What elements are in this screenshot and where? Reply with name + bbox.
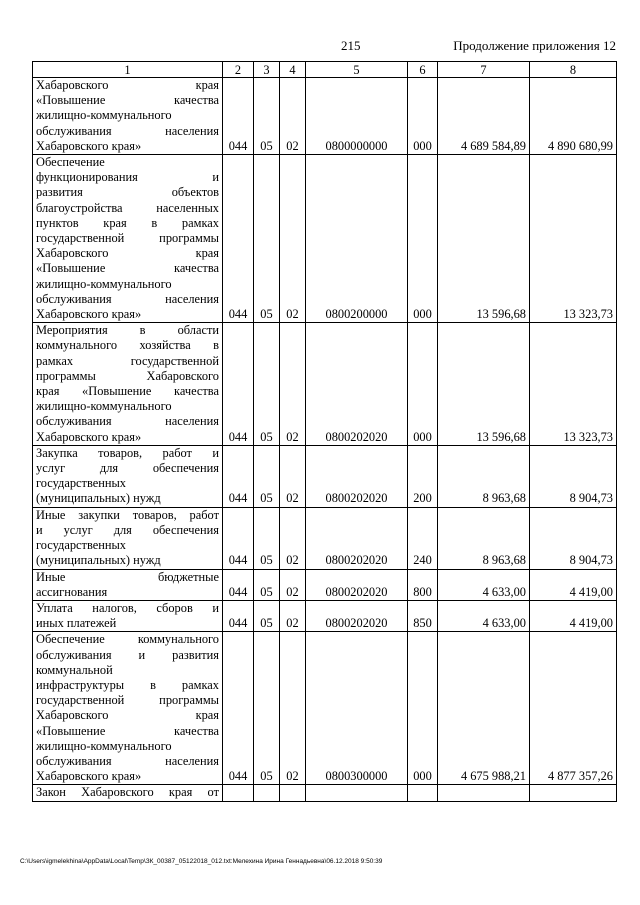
- col-8-amount: 4 890 680,99: [530, 78, 617, 155]
- col-7-amount: 4 689 584,89: [438, 78, 530, 155]
- col-5-target-article: 0800000000: [306, 78, 408, 155]
- col-4-subsection: 02: [280, 632, 306, 785]
- description-line: государственных: [36, 476, 127, 491]
- col-3-section: 05: [254, 569, 280, 600]
- col-6-expense-type: 000: [408, 78, 438, 155]
- col-2-code: 044: [223, 78, 254, 155]
- description-line: Обеспечение коммунального: [36, 632, 219, 647]
- col-5-target-article: 0800202020: [306, 600, 408, 631]
- description-line: пунктов края в рамках: [36, 215, 219, 230]
- col-6-expense-type: 800: [408, 569, 438, 600]
- table-row-cut: [33, 785, 617, 801]
- col-5-target-article: 0800300000: [306, 632, 408, 785]
- col-2-code: 044: [223, 600, 254, 631]
- col-3-section: 05: [254, 632, 280, 785]
- col-6-expense-type: 000: [408, 323, 438, 446]
- description-last-line: ассигнования: [36, 584, 108, 599]
- table-row: [33, 445, 617, 507]
- description-line: государственной программы: [36, 231, 219, 246]
- col-8-amount: 13 323,73: [530, 323, 617, 446]
- table-row: [33, 507, 617, 569]
- col-4-subsection: 02: [280, 507, 306, 569]
- row-description: [33, 632, 223, 785]
- table-row: [33, 569, 617, 600]
- description-line: «Повышение качества: [36, 723, 219, 738]
- col-6-expense-type: 240: [408, 507, 438, 569]
- col-6-expense-type: 850: [408, 600, 438, 631]
- col-8-amount: 8 904,73: [530, 445, 617, 507]
- budget-table: [32, 61, 617, 802]
- description-line: государственной программы: [36, 693, 219, 708]
- description-line: Хабаровского края: [36, 708, 219, 723]
- footer-path: C:\Users\igmelekhina\AppData\Local\Temp\ЗК_00387_05122018_012.txt:Мелехина Ирина Геннадьевна\06.12.2018 9:50:39: [20, 858, 383, 865]
- col-4-subsection: 02: [280, 78, 306, 155]
- table-row: [33, 600, 617, 631]
- col-8-amount: 8 904,73: [530, 507, 617, 569]
- description-last-line: (муниципальных) нужд: [36, 553, 161, 568]
- col-7-amount: 13 596,68: [438, 323, 530, 446]
- col-6-expense-type: 200: [408, 445, 438, 507]
- empty-cell: [530, 785, 617, 801]
- column-header-5: 5: [306, 62, 408, 78]
- description-line: программы Хабаровского: [36, 368, 219, 383]
- description-line: Хабаровского края: [36, 78, 219, 92]
- row-description: [33, 600, 223, 631]
- description-line: Обеспечение: [36, 155, 105, 170]
- description-line: обслуживания населения: [36, 414, 219, 429]
- col-8-amount: 4 419,00: [530, 569, 617, 600]
- description-line: государственных: [36, 538, 127, 553]
- description-line: благоустройства населенных: [36, 200, 219, 215]
- description-last-line: Хабаровского края»: [36, 429, 142, 444]
- empty-cell: [254, 785, 280, 801]
- col-7-amount: 13 596,68: [438, 155, 530, 323]
- description-line: рамках государственной: [36, 353, 219, 368]
- description-line: Иные бюджетные: [36, 569, 219, 584]
- description-last-line: Хабаровского края»: [36, 769, 142, 784]
- col-4-subsection: 02: [280, 445, 306, 507]
- col-7-amount: 8 963,68: [438, 507, 530, 569]
- description-last-line: Хабаровского края»: [36, 138, 142, 153]
- col-3-section: 05: [254, 445, 280, 507]
- col-8-amount: 4 877 357,26: [530, 632, 617, 785]
- col-6-expense-type: 000: [408, 155, 438, 323]
- description-line: коммунального хозяйства в: [36, 338, 219, 353]
- description-line: и услуг для обеспечения: [36, 522, 219, 537]
- description-line: коммунальной: [36, 662, 113, 677]
- empty-cell: [408, 785, 438, 801]
- column-header-8: 8: [530, 62, 617, 78]
- column-header-4: 4: [280, 62, 306, 78]
- description-line: жилищно-коммунального: [36, 399, 172, 414]
- description-line: обслуживания населения: [36, 123, 219, 138]
- description-line: функционирования и: [36, 170, 219, 185]
- appendix-note: Продолжение приложения 12: [453, 38, 616, 53]
- col-4-subsection: 02: [280, 323, 306, 446]
- col-7-amount: 4 675 988,21: [438, 632, 530, 785]
- empty-cell: [223, 785, 254, 801]
- table-row: [33, 632, 617, 785]
- description-line: услуг для обеспечения: [36, 461, 219, 476]
- description-line: Уплата налогов, сборов и: [36, 600, 219, 615]
- col-7-amount: 4 633,00: [438, 569, 530, 600]
- row-description: [33, 323, 223, 446]
- col-2-code: 044: [223, 569, 254, 600]
- description-line: «Повышение качества: [36, 261, 219, 276]
- description-line: обслуживания населения: [36, 753, 219, 768]
- description-line: инфраструктуры в рамках: [36, 677, 219, 692]
- header-row: [33, 62, 617, 78]
- description-line: жилищно-коммунального: [36, 738, 172, 753]
- empty-cell: [280, 785, 306, 801]
- row-description: [33, 569, 223, 600]
- col-3-section: 05: [254, 507, 280, 569]
- col-3-section: 05: [254, 600, 280, 631]
- row-description: Закон Хабаровского края от: [33, 785, 223, 801]
- col-5-target-article: 0800202020: [306, 507, 408, 569]
- table-row: [33, 323, 617, 446]
- col-4-subsection: 02: [280, 600, 306, 631]
- description-line: Хабаровского края: [36, 246, 219, 261]
- col-5-target-article: 0800202020: [306, 569, 408, 600]
- table-row: [33, 78, 617, 155]
- description-line: Иные закупки товаров, работ: [36, 507, 219, 522]
- col-5-target-article: 0800200000: [306, 155, 408, 323]
- table-body: [33, 78, 617, 802]
- column-header-7: 7: [438, 62, 530, 78]
- col-2-code: 044: [223, 445, 254, 507]
- row-description: [33, 155, 223, 323]
- col-4-subsection: 02: [280, 569, 306, 600]
- col-2-code: 044: [223, 155, 254, 323]
- col-5-target-article: 0800202020: [306, 323, 408, 446]
- col-8-amount: 4 419,00: [530, 600, 617, 631]
- description-line: Закупка товаров, работ и: [36, 445, 219, 460]
- description-line: края «Повышение качества: [36, 384, 219, 399]
- col-7-amount: 8 963,68: [438, 445, 530, 507]
- empty-cell: [306, 785, 408, 801]
- column-header-3: 3: [254, 62, 280, 78]
- page-number: 215: [341, 38, 361, 53]
- description-line: развития объектов: [36, 185, 219, 200]
- description-line: «Повышение качества: [36, 93, 219, 108]
- col-2-code: 044: [223, 632, 254, 785]
- col-2-code: 044: [223, 323, 254, 446]
- description-last-line: (муниципальных) нужд: [36, 491, 161, 506]
- description-line: обслуживания и развития: [36, 647, 219, 662]
- column-header-6: 6: [408, 62, 438, 78]
- row-description: [33, 507, 223, 569]
- column-header-2: 2: [223, 62, 254, 78]
- description-line: жилищно-коммунального: [36, 108, 172, 123]
- col-5-target-article: 0800202020: [306, 445, 408, 507]
- description-line: Мероприятия в области: [36, 323, 219, 338]
- col-6-expense-type: 000: [408, 632, 438, 785]
- row-description: [33, 78, 223, 155]
- col-3-section: 05: [254, 155, 280, 323]
- column-header-1: 1: [33, 62, 223, 78]
- description-line: обслуживания населения: [36, 291, 219, 306]
- empty-cell: [438, 785, 530, 801]
- description-last-line: Хабаровского края»: [36, 307, 142, 322]
- description-last-line: иных платежей: [36, 616, 117, 631]
- description-line: жилищно-коммунального: [36, 276, 172, 291]
- col-2-code: 044: [223, 507, 254, 569]
- col-8-amount: 13 323,73: [530, 155, 617, 323]
- table-row: [33, 155, 617, 323]
- col-3-section: 05: [254, 78, 280, 155]
- col-4-subsection: 02: [280, 155, 306, 323]
- col-7-amount: 4 633,00: [438, 600, 530, 631]
- row-description: [33, 445, 223, 507]
- col-3-section: 05: [254, 323, 280, 446]
